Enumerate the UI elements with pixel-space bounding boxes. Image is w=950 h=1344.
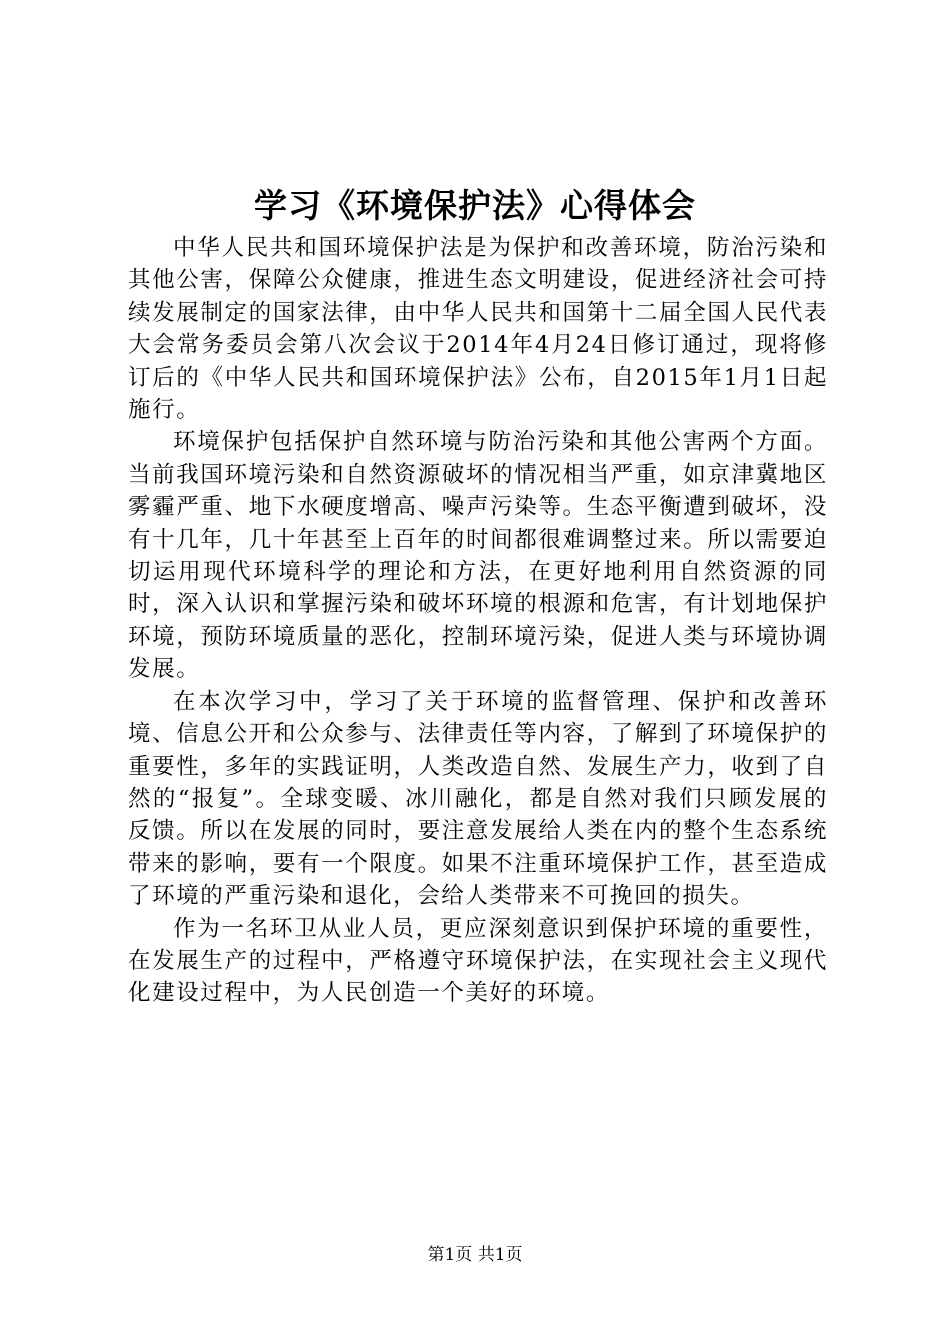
paragraph-2: 环境保护包括保护自然环境与防治污染和其他公害两个方面。当前我国环境污染和自然资源破坏的情况相当严重，如京津冀地区雾霾严重、地下水硬度增高、噪声污染等。生态平衡遭到破坏，没有十几年，几十年甚至上百年的时间都很难调整过来。所以需要迫切运用现代环境科学的理论和方法，在更好地利用自然资源的同时，深入认识和掌握污染和破坏环境的根源和危害，有计划地保护环境，预防环境质量的恶化，控制环境污染，促进人类与环境协调发展。 [128, 429, 828, 683]
paragraph-1: 中华人民共和国环境保护法是为保护和改善环境，防治污染和其他公害，保障公众健康，推进生态文明建设，促进经济社会可持续发展制定的国家法律，由中华人民共和国第十二届全国人民代表大会常务委员会第八次会议于2014年4月24日修订通过，现将修订后的《中华人民共和国环境保护法》公布，自2015年1月1日起施行。 [128, 235, 828, 424]
paragraph-4: 作为一名环卫从业人员，更应深刻意识到保护环境的重要性，在发展生产的过程中，严格遵守环境保护法，在实现社会主义现代化建设过程中，为人民创造一个美好的环境。 [128, 915, 828, 1007]
document-body [128, 232, 828, 1010]
paragraph-3: 在本次学习中，学习了关于环境的监督管理、保护和改善环境、信息公开和公众参与、法律责任等内容，了解到了环境保护的重要性，多年的实践证明，人类改造自然、发展生产力，收到了自然的“报复”。全球变暖、冰川融化，都是自然对我们只顾发展的反馈。所以在发展的同时，要注意发展给人类在内的整个生态系统带来的影响，要有一个限度。如果不注重环境保护工作，甚至造成了环境的严重污染和退化，会给人类带来不可挽回的损失。 [128, 688, 828, 910]
page-footer: 第1页 共1页 [427, 1245, 523, 1265]
document-title: 学习《环境保护法》心得体会 [254, 186, 696, 225]
